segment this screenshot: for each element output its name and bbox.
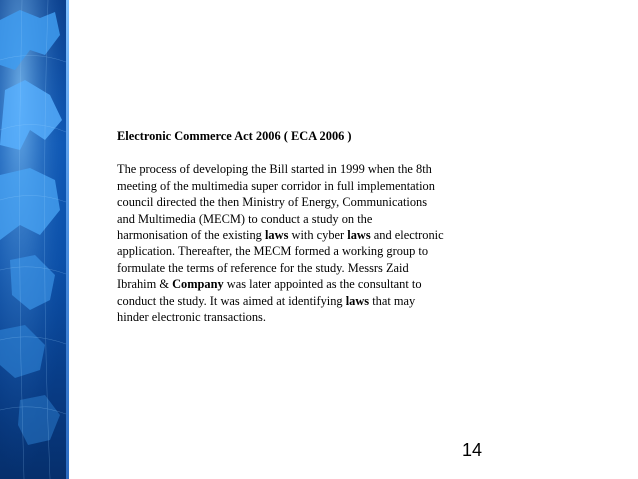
page-number: 14	[462, 440, 483, 460]
text-segment: conduct the study. It was aimed at identifying	[117, 293, 346, 308]
globe-map-icon	[0, 0, 66, 479]
paragraph-line	[117, 194, 517, 210]
paragraph-line	[117, 178, 517, 194]
paragraph-line	[117, 293, 517, 309]
paragraph-line	[117, 227, 517, 243]
panel-divider	[66, 0, 69, 479]
slide-heading: Electronic Commerce Act 2006 ( ECA 2006 )	[117, 129, 352, 143]
text-segment: hinder electronic transactions.	[117, 310, 266, 325]
text-segment: meeting of the multimedia super corridor in full implementation	[117, 178, 435, 193]
slide-content	[117, 128, 517, 325]
paragraph-line	[117, 243, 517, 259]
text-segment: harmonisation of the existing	[117, 228, 265, 243]
bold-keyword: laws	[264, 228, 289, 243]
paragraph-line	[117, 260, 517, 276]
globe-decoration	[0, 0, 66, 479]
text-segment: council directed the then Ministry of Energy, Communications	[117, 195, 428, 210]
text-segment: formulate the terms of reference for the study. Messrs Zaid	[117, 260, 409, 275]
text-segment: that may	[369, 293, 416, 308]
bold-keyword: Company	[172, 277, 224, 292]
body-paragraph	[117, 161, 517, 325]
text-segment: The process of developing the Bill started in 1999 when the 8th	[117, 162, 432, 177]
text-segment: application. Thereafter, the MECM formed a working group to	[117, 244, 429, 259]
text-segment: was later appointed as the consultant to	[223, 277, 422, 292]
text-segment: Ibrahim &	[117, 277, 173, 292]
bold-keyword: laws	[345, 293, 370, 308]
paragraph-line	[117, 309, 517, 325]
paragraph-line	[117, 211, 517, 227]
paragraph-line	[117, 161, 517, 177]
text-segment: and Multimedia (MECM) to conduct a study on the	[117, 211, 373, 226]
paragraph-line	[117, 276, 517, 292]
bold-keyword: laws	[347, 228, 371, 243]
text-segment: and electronic	[370, 228, 444, 243]
text-segment: with cyber	[288, 228, 348, 243]
